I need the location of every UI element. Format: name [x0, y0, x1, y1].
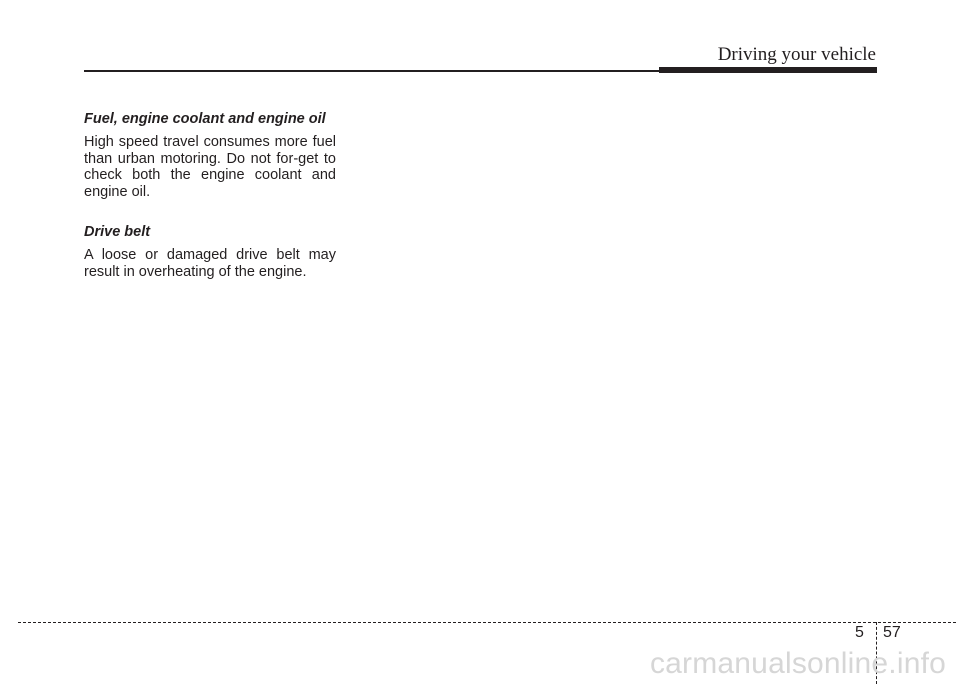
chapter-number: 5: [855, 624, 864, 641]
section-heading: Fuel, engine coolant and engine oil: [84, 111, 326, 127]
watermark-text: carmanualsonline.info: [649, 647, 946, 680]
header-rule: [84, 70, 660, 72]
footer-divider: [18, 622, 956, 623]
page-number: 57: [883, 624, 901, 641]
section-drive-belt: [84, 224, 336, 280]
section-body: A loose or damaged drive belt may result in overheating of the engine.: [84, 247, 336, 280]
section-heading: Drive belt: [84, 224, 151, 240]
header-rule-accent: [659, 67, 877, 73]
chapter-title: Driving your vehicle: [717, 44, 876, 65]
content-column: [84, 111, 336, 280]
section-fuel-coolant-oil: [84, 111, 336, 200]
section-body: High speed travel consumes more fuel than urban motoring. Do not for-get to check both the engine coolant and engine oil.: [84, 134, 336, 200]
